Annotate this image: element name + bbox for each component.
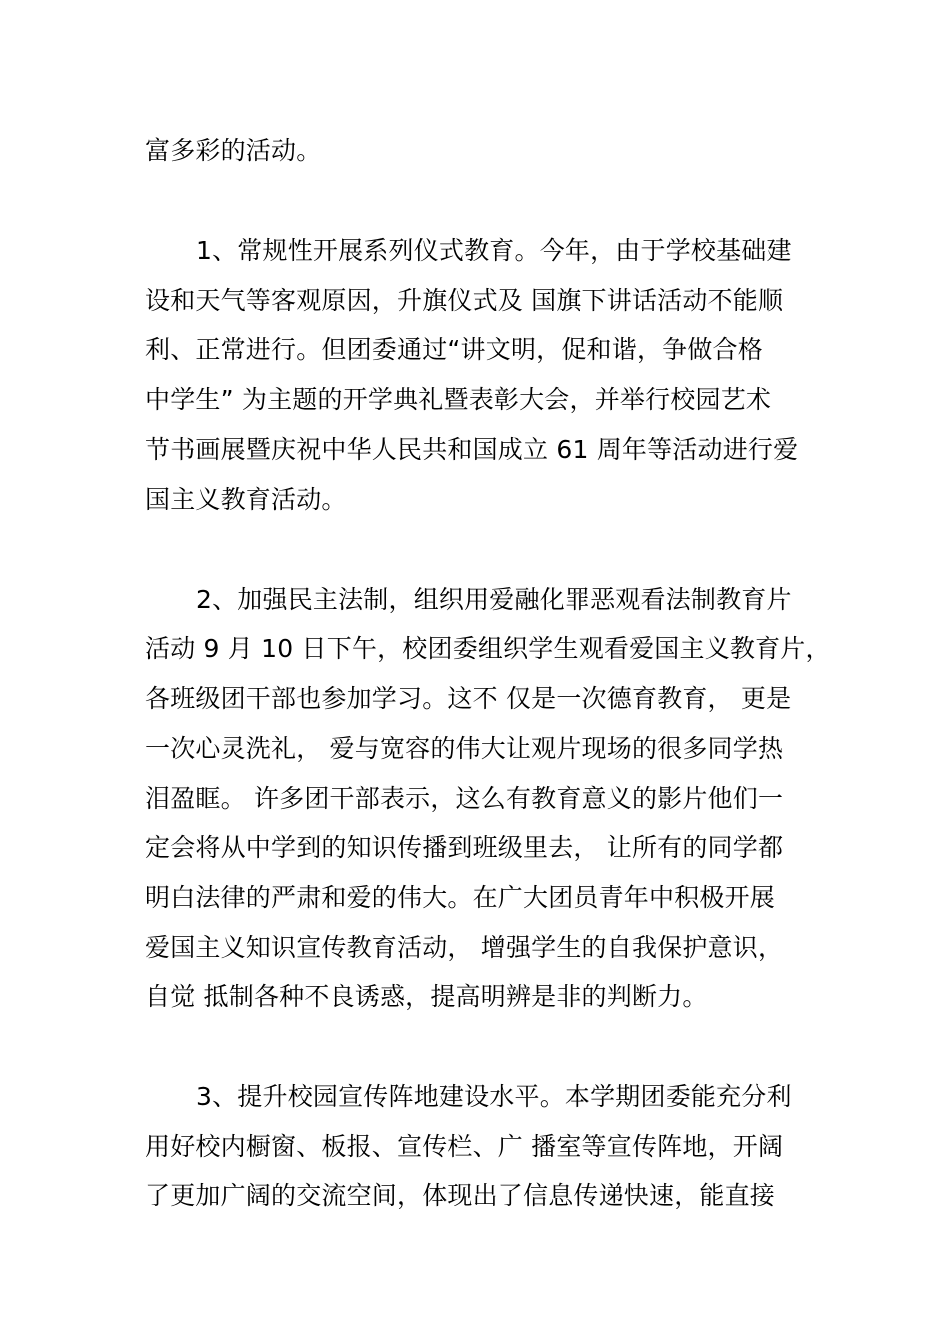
text-line: 活动 9 月 10 日下午，校团委组织学生观看爱国主义教育片， — [145, 634, 831, 663]
text-line: 设和天气等客观原因，升旗仪式及 国旗下讲话活动不能顺 — [145, 286, 784, 315]
text-line: 利、正常进行。但团委通过“讲文明，促和谐，争做合格 — [145, 335, 763, 364]
text-line: 各班级团干部也参加学习。这不 仅是一次德育教育， 更是 — [145, 684, 792, 713]
text-line: 富多彩的活动。 — [145, 136, 322, 165]
text-line: 自觉 抵制各种不良诱惑，提高明辨是非的判断力。 — [145, 982, 708, 1011]
text-line: 了更加广阔的交流空间，体现出了信息传递快速，能直接 — [145, 1181, 776, 1210]
paragraph-2-first-line: 2、加强民主法制，组织用爱融化罪恶观看法制教育片 — [196, 585, 792, 614]
text-line: 爱国主义知识宣传教育活动， 增强学生的自我保护意识， — [145, 933, 784, 962]
text-line: 一次心灵洗礼， 爱与宽容的伟大让观片现场的很多同学热 — [145, 734, 784, 763]
paragraph-1-first-line: 1、常规性开展系列仪式教育。今年，由于学校基础建 — [196, 236, 792, 265]
text-line: 明白法律的严肃和爱的伟大。在广大团员青年中积极开展 — [145, 883, 776, 912]
text-line: 用好校内橱窗、板报、宣传栏、广 播室等宣传阵地，开阔 — [145, 1132, 784, 1161]
text-line: 泪盈眶。 许多团干部表示，这么有教育意义的影片他们一 — [145, 784, 784, 813]
text-line: 定会将从中学到的知识传播到班级里去， 让所有的同学都 — [145, 833, 784, 862]
text-line: 中学生” 为主题的开学典礼暨表彰大会，并举行校园艺术 — [145, 385, 772, 414]
text-line: 节书画展暨庆祝中华人民共和国成立 61 周年等活动进行爱 — [145, 435, 799, 464]
text-line: 国主义教育活动。 — [145, 485, 347, 514]
paragraph-3-first-line: 3、提升校园宣传阵地建设水平。本学期团委能充分利 — [196, 1082, 792, 1111]
